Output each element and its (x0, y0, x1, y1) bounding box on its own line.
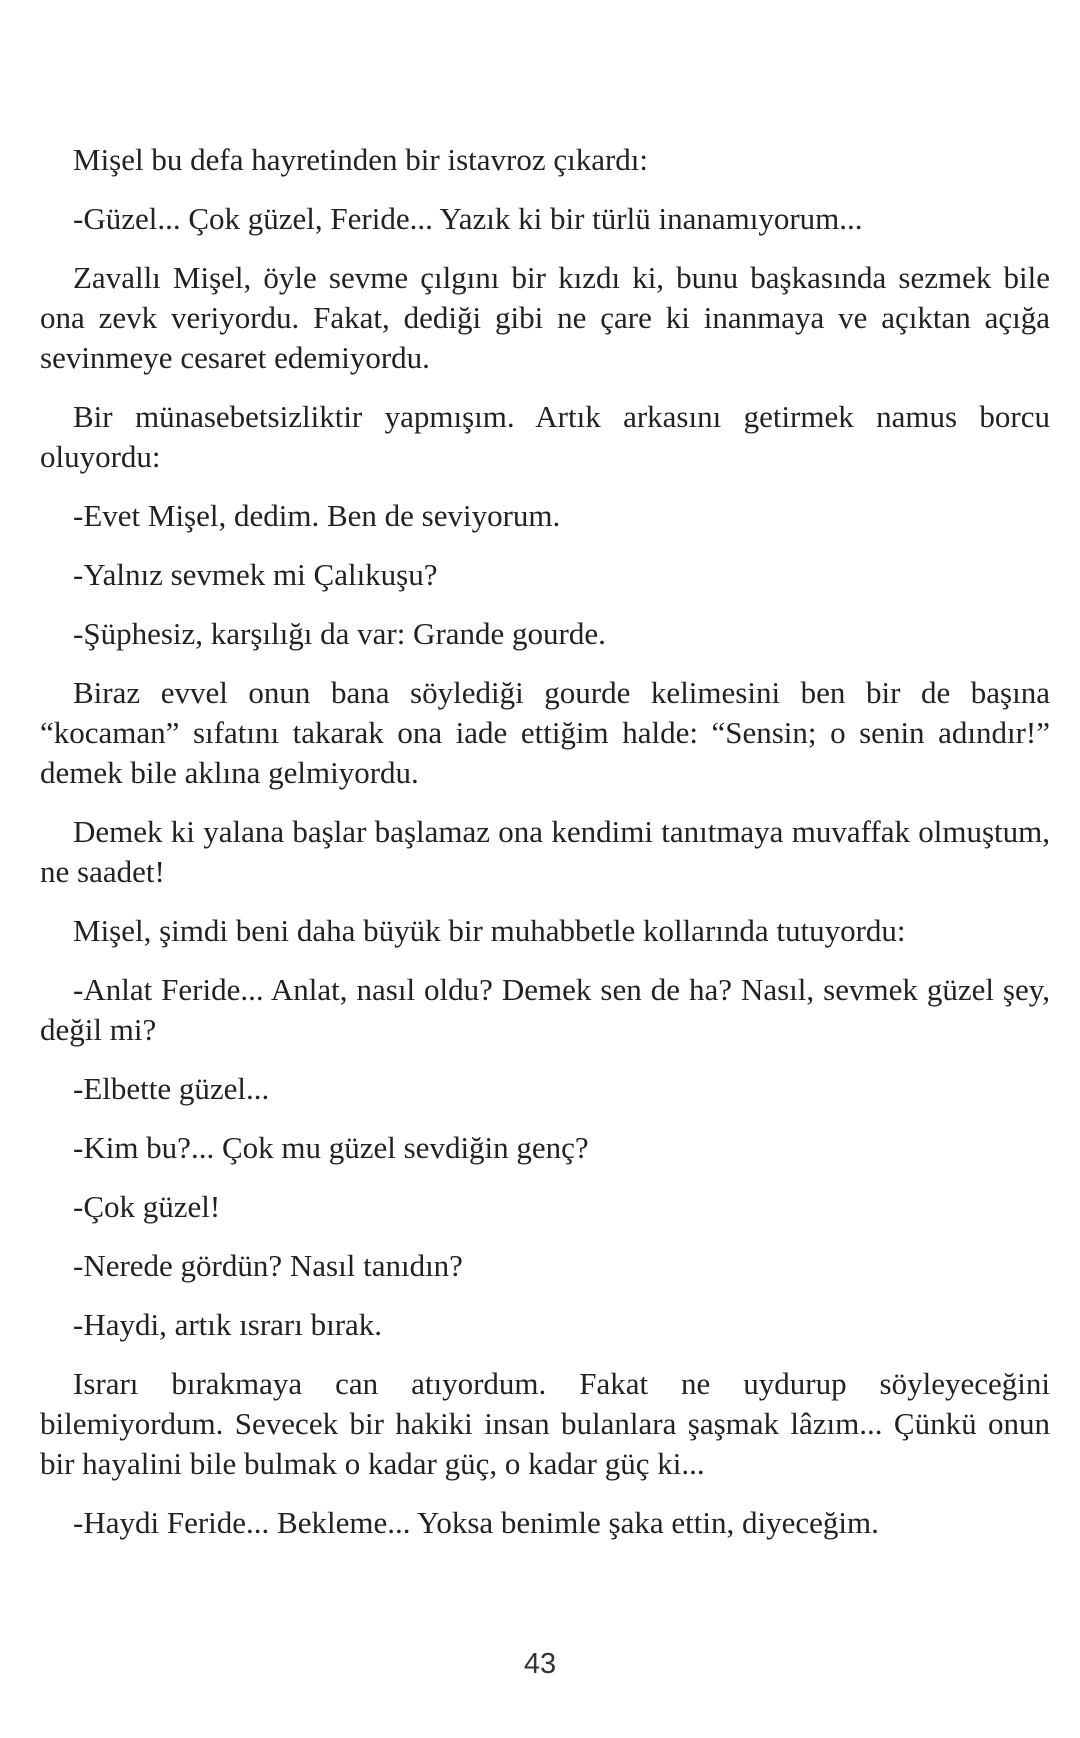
paragraph: -Evet Mişel, dedim. Ben de seviyorum. (73, 498, 561, 533)
paragraph: -Haydi, artık ısrarı bırak. (73, 1307, 383, 1342)
paragraph: -Şüphesiz, karşılığı da var: Grande gourde. (73, 616, 606, 651)
paragraph: Zavallı Mişel, öyle sevme çılgını bir kızdı ki, bunu başkasında sezmek bile ona zevk veriyordu. Fakat, dediği gibi ne çare ki inanmaya ve açıktan açığa sevinmeye cesaret edemiyordu. (40, 260, 1050, 375)
paragraph: Demek ki yalana başlar başlamaz ona kendimi tanıtmaya muvaffak olmuştum, ne saadet! (40, 814, 1050, 889)
paragraph: -Anlat Feride... Anlat, nasıl oldu? Demek sen de ha? Nasıl, sevmek güzel şey, değil mi? (40, 972, 1050, 1047)
paragraph: -Nerede gördün? Nasıl tanıdın? (73, 1248, 463, 1283)
paragraph: Israrı bırakmaya can atıyordum. Fakat ne uydurup söyleyeceğini bilemiyordum. Sevecek bir hakiki insan bulanlara şaşmak lâzım... Çünkü onun bir hayalini bile bulmak o kadar güç, o kadar güç ki... (40, 1366, 1050, 1481)
paragraph: Mişel, şimdi beni daha büyük bir muhabbetle kollarında tutuyordu: (73, 913, 906, 948)
paragraph: Bir münasebetsizliktir yapmışım. Artık arkasını getirmek namus borcu oluyordu: (40, 399, 1050, 474)
paragraph: -Elbette güzel... (73, 1071, 270, 1106)
paragraph: Biraz evvel onun bana söylediği gourde kelimesini ben bir de başına “kocaman” sıfatını takarak ona iade ettiğim halde: “Sensin; o senin adındır!” demek bile aklına gelmiyordu. (40, 675, 1050, 790)
paragraph: -Yalnız sevmek mi Çalıkuşu? (73, 557, 438, 592)
paragraph: -Güzel... Çok güzel, Feride... Yazık ki bir türlü inanamıyorum... (73, 201, 863, 236)
paragraph: -Kim bu?... Çok mu güzel sevdiğin genç? (73, 1130, 589, 1165)
page-number: 43 (523, 1648, 557, 1680)
paragraph: -Çok güzel! (73, 1189, 221, 1224)
paragraph: -Haydi Feride... Bekleme... Yoksa benimle şaka ettin, diyeceğim. (73, 1505, 879, 1540)
paragraph: Mişel bu defa hayretinden bir istavroz çıkardı: (73, 142, 649, 177)
page-body (40, 140, 1050, 1562)
